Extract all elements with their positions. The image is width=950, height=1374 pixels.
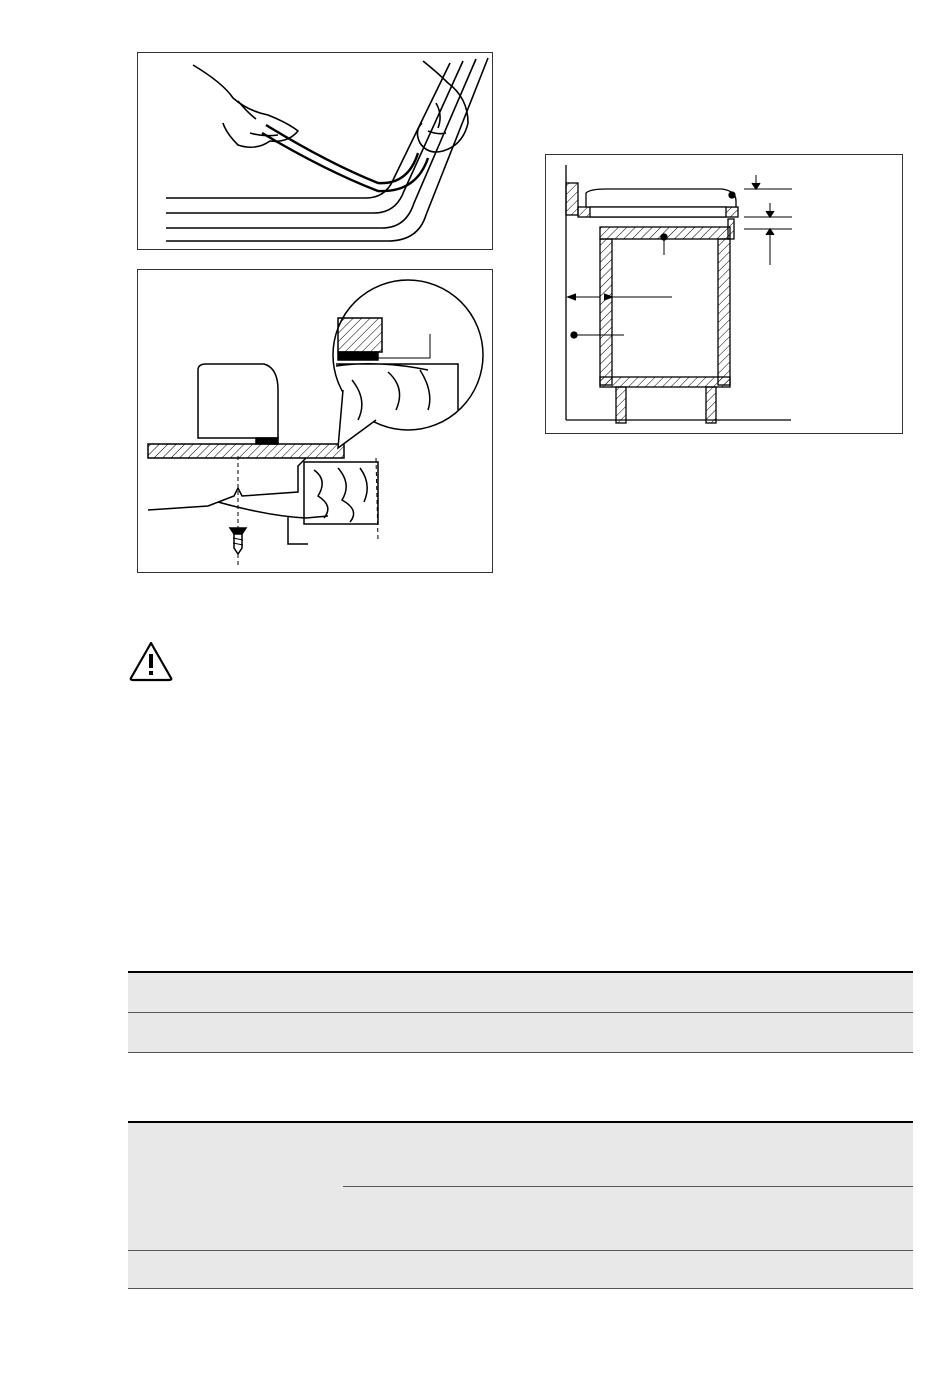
cabinet-installation-icon [546, 155, 902, 433]
table-row [128, 1012, 913, 1052]
table-row [128, 1250, 913, 1288]
fixing-bracket-icon [138, 270, 492, 572]
table-cell-label [128, 972, 521, 1012]
cabinet-diagram [545, 154, 903, 434]
table-cell-value [521, 972, 914, 1012]
warning-triangle-icon [128, 640, 174, 682]
table-cell-label [128, 1122, 343, 1250]
specs-table-bottom [128, 1121, 913, 1289]
table-row [128, 1122, 913, 1186]
table-cell-value [343, 1250, 913, 1288]
table-cell-value [521, 1012, 914, 1052]
bracket-illustration [137, 269, 493, 573]
gasket-seal-icon [138, 53, 492, 249]
table-cell-label [128, 1250, 343, 1288]
seal-illustration [137, 52, 493, 250]
table-row [128, 972, 913, 1012]
table-cell-label [128, 1012, 521, 1052]
specs-table-top [128, 971, 913, 1053]
table-cell-value [343, 1186, 913, 1250]
table-cell-value [343, 1122, 913, 1186]
